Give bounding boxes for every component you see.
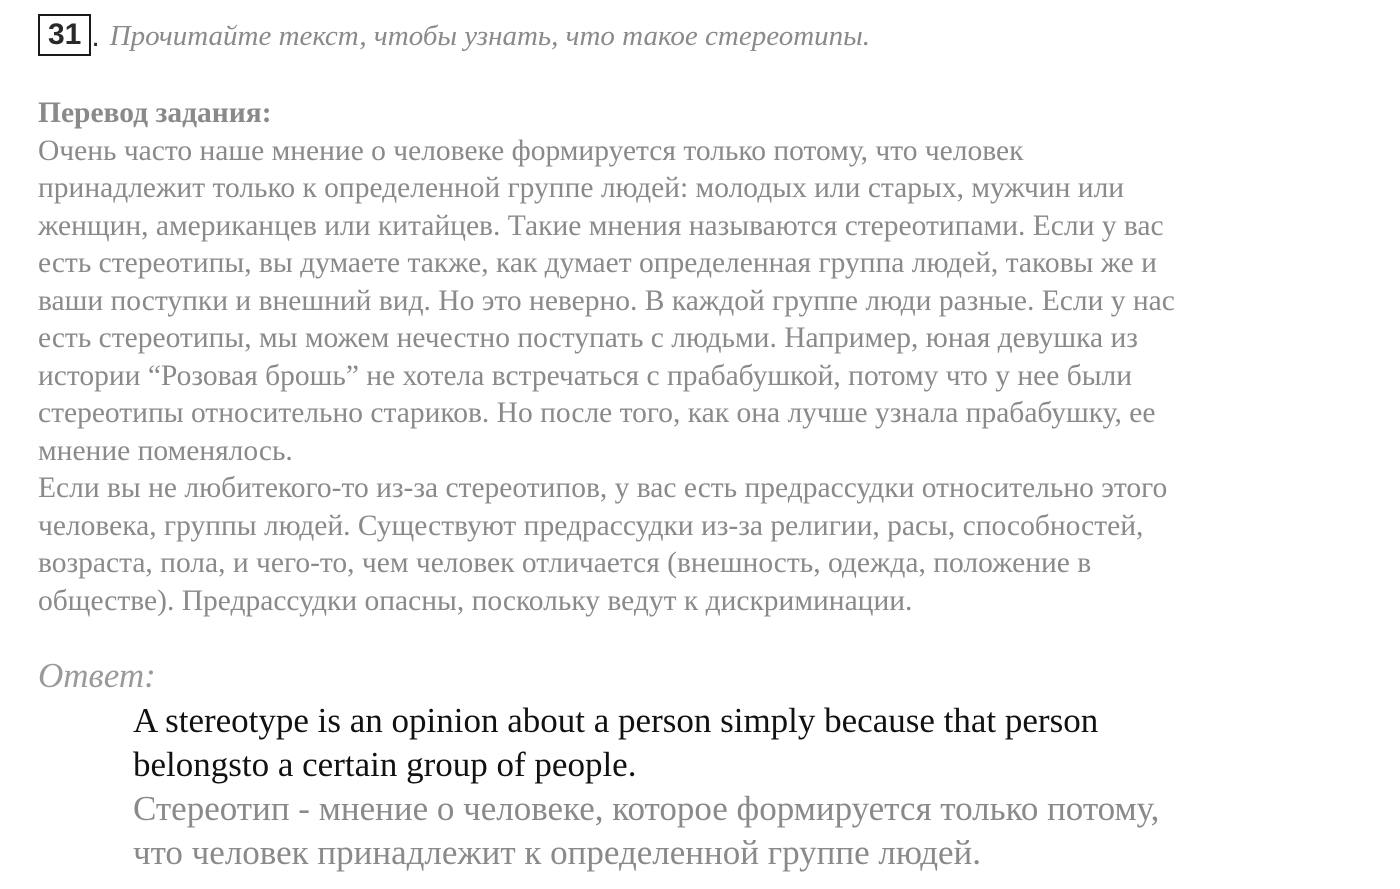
answer-english (133, 699, 1363, 787)
text-line: есть стереотипы, вы думаете также, как думает определенная группа людей, таковы же и (38, 247, 1157, 279)
task-number: 31 (38, 14, 91, 56)
translation-paragraph-1 (38, 133, 1358, 471)
text-line: принадлежит только к определенной группе людей: молодых или старых, мужчин или (38, 172, 1125, 204)
text-line: мнение поменялось. (38, 434, 293, 467)
answer-line: Стереотип - мнение о человеке, которое формируется только потому, (133, 789, 1160, 828)
answer-line: что человек принадлежит к определенной группе людей. (133, 833, 982, 872)
text-line: женщин, американцев или китайцев. Такие мнения называются стереотипами. Если у вас (38, 209, 1164, 242)
answer-block (133, 699, 1363, 875)
text-line: ваши поступки и внешний вид. Но это неверно. В каждой группе люди разные. Если у нас (38, 284, 1175, 317)
text-line: обществе). Предрассудки опасны, поскольку ведут к дискриминации. (38, 584, 913, 617)
answer-line: A stereotype is an opinion about a person simply because that person (133, 701, 1099, 740)
text-line: Если вы не любитекого-то из-за стереотипов, у вас есть предрассудки относительно этого (38, 472, 1168, 504)
answer-line: belongsto a certain group of people. (133, 745, 637, 784)
text-line: Очень часто наше мнение о человеке формируется только потому, что человек (38, 134, 1024, 167)
task-header (38, 14, 870, 56)
text-line: возраста, пола, и чего-то, чем человек отличается (внешность, одежда, положение в (38, 547, 1092, 579)
text-line: есть стереотипы, мы можем нечестно поступать с людьми. Например, юная девушка из (38, 322, 1138, 354)
translation-section (38, 95, 1358, 620)
answer-russian (133, 787, 1363, 875)
text-line: истории “Розовая брошь” не хотела встречаться с прабабушкой, потому что у нее были (38, 359, 1133, 392)
text-line: стереотипы относительно стариков. Но после того, как она лучше узнала прабабушку, ее (38, 397, 1156, 429)
task-instruction: Прочитайте текст, чтобы узнать, что такое стереотипы. (109, 20, 871, 52)
task-number-dot: . (91, 20, 100, 53)
translation-paragraph-2 (38, 470, 1358, 620)
text-line: человека, группы людей. Существуют предрассудки из-за религии, расы, способностей, (38, 509, 1144, 542)
translation-heading: Перевод задания: (38, 97, 272, 129)
answer-label: Ответ: (38, 656, 156, 695)
